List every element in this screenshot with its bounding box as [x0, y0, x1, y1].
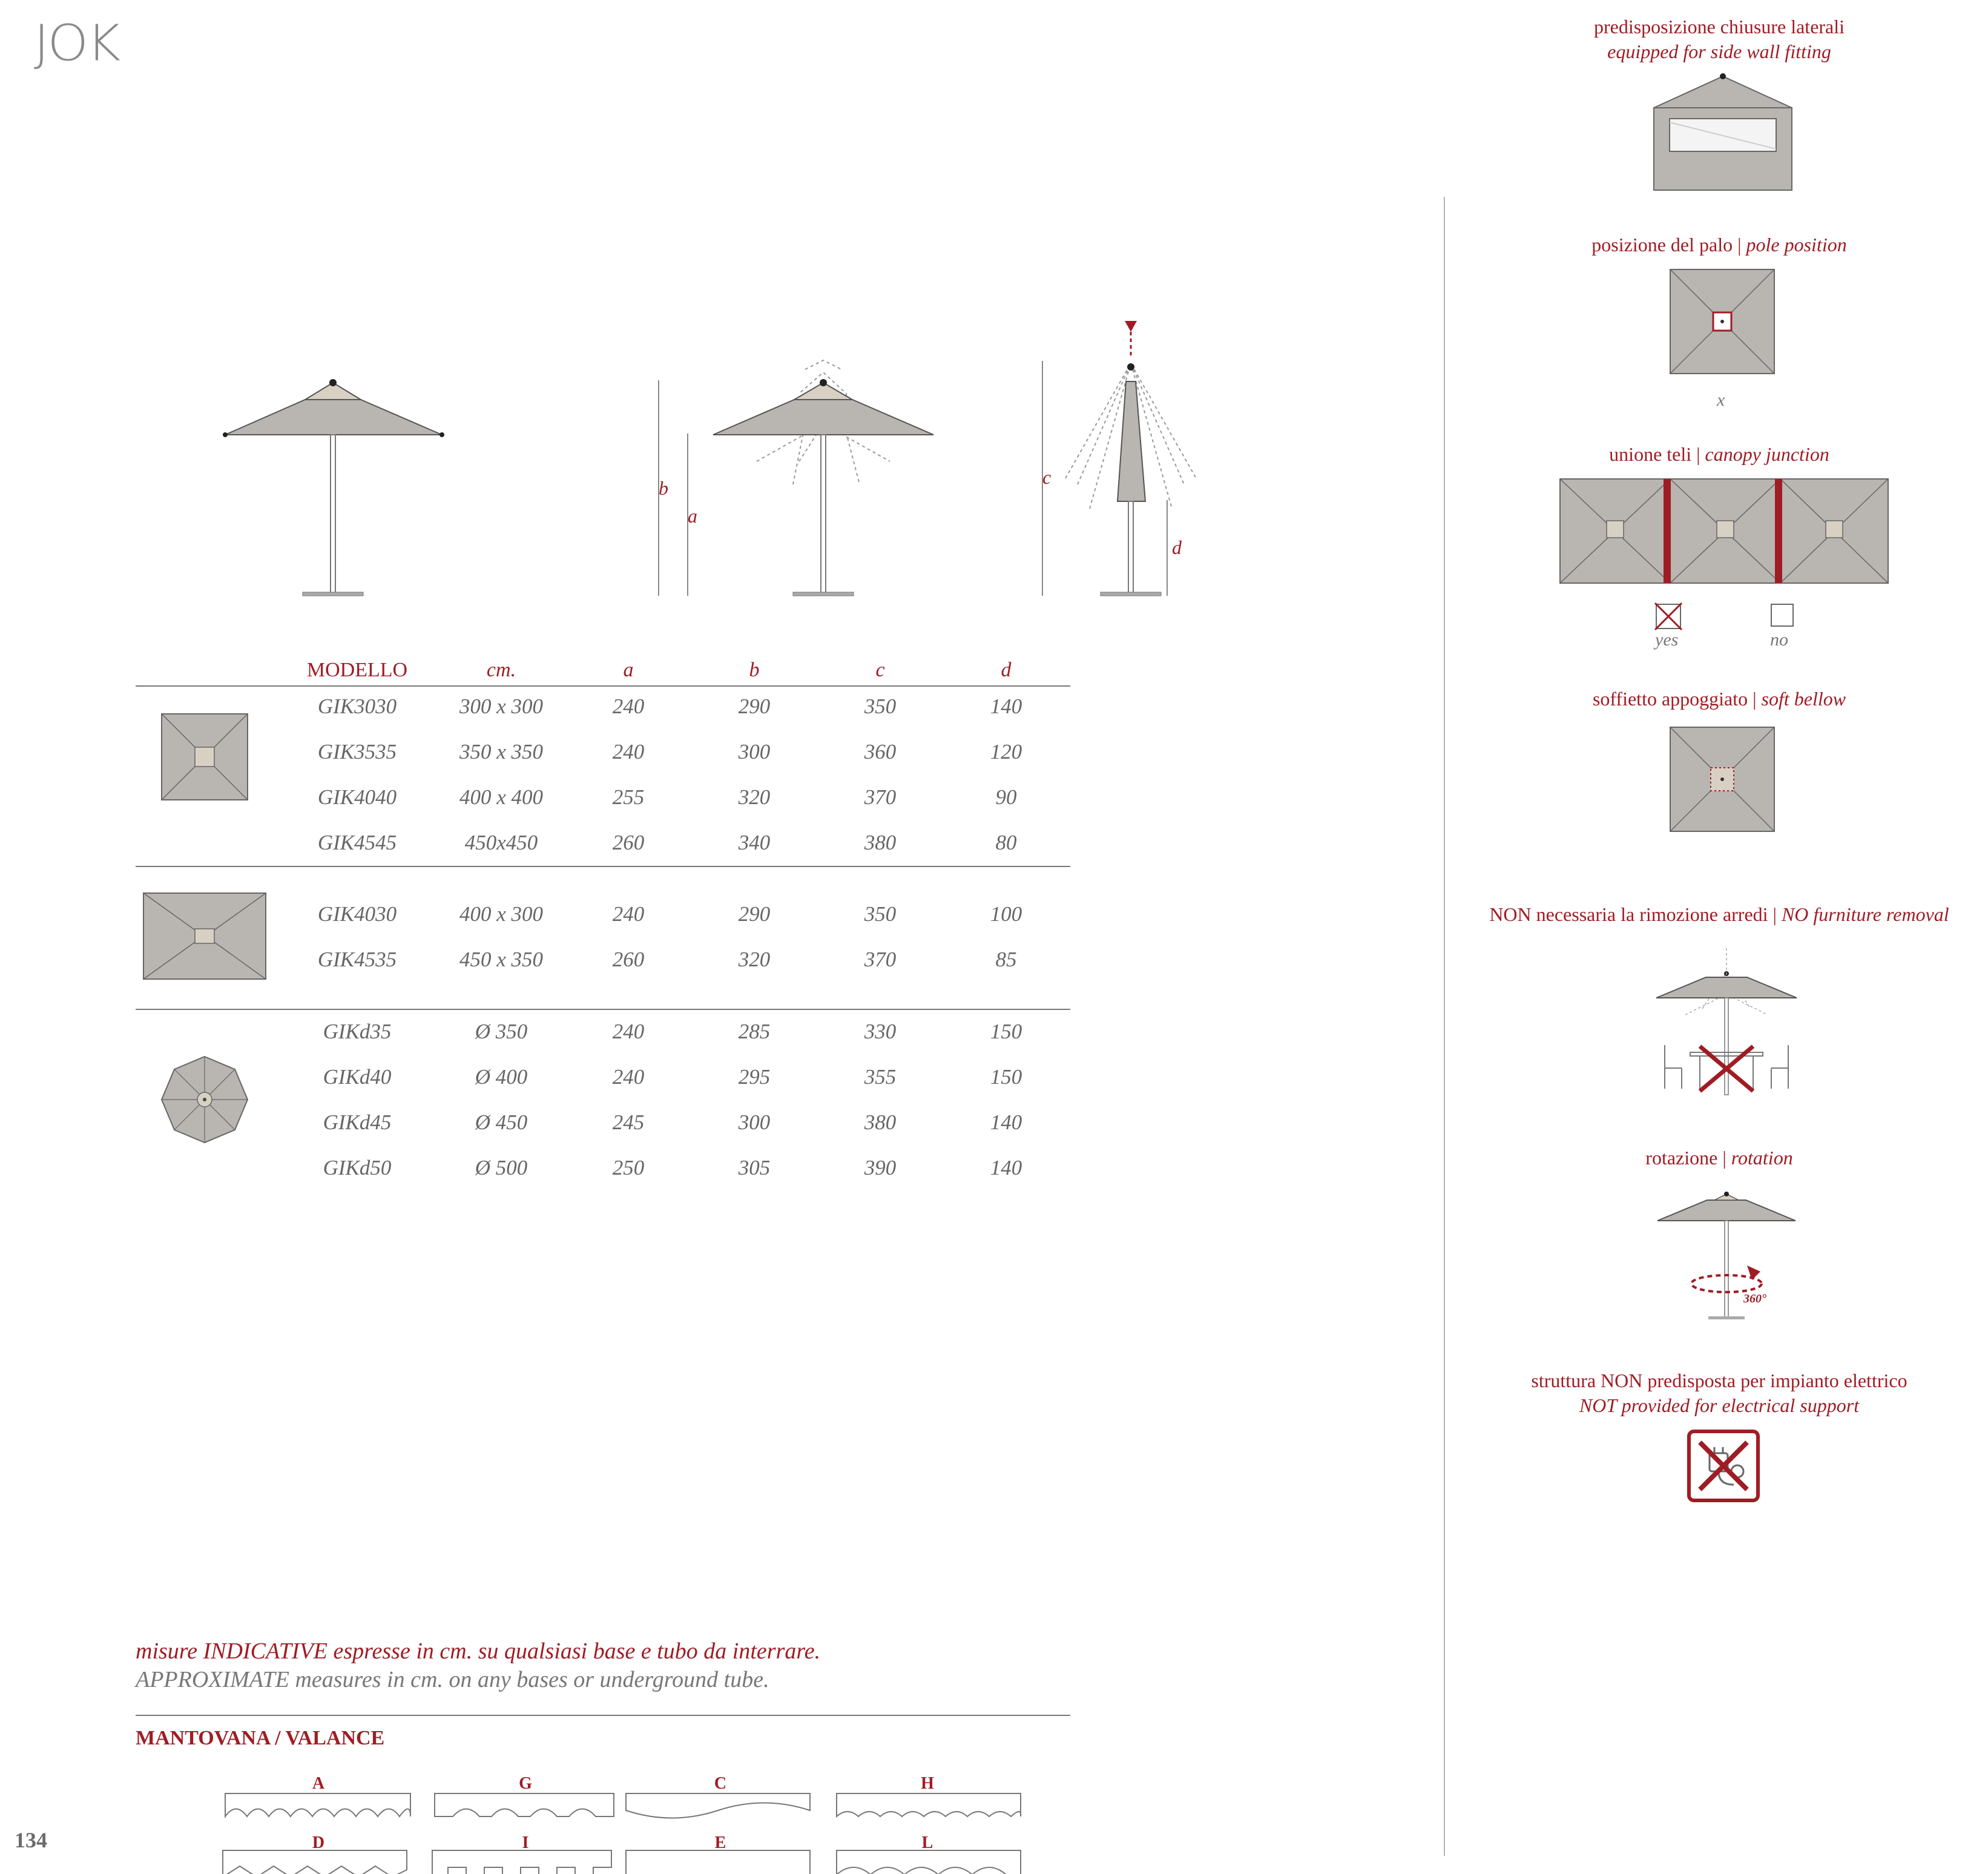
model-cell: GIK4545 [317, 831, 397, 854]
c-cell: 380 [864, 1110, 897, 1134]
size-cell: Ø 400 [475, 1065, 528, 1089]
size-cell: 400 x 300 [459, 902, 544, 926]
valance-shape-h [837, 1793, 1021, 1816]
feature-pole-position [1453, 234, 1986, 256]
feature-soft-bellow-it: soffietto appoggiato [1592, 688, 1748, 710]
valance-shape-i [432, 1850, 611, 1874]
dimension-label-c: c [1042, 466, 1052, 488]
valance-label-g: G [519, 1774, 532, 1793]
feature-side-wall-en: equipped for side wall fitting [1607, 41, 1831, 62]
c-cell: 350 [864, 902, 897, 926]
valance-label-d: D [312, 1833, 325, 1852]
d-cell: 140 [990, 1110, 1022, 1134]
a-cell: 260 [612, 831, 645, 854]
a-cell: 245 [612, 1110, 645, 1134]
header-b: b [749, 659, 760, 681]
valance-title: MANTOVANA / VALANCE [136, 1727, 385, 1749]
yes-label: yes [1655, 630, 1679, 650]
d-cell: 120 [990, 740, 1022, 764]
model-cell: GIKd50 [323, 1156, 392, 1179]
umbrella-tilt-diagram [659, 360, 933, 596]
b-cell: 285 [738, 1020, 771, 1043]
separator: | [1733, 234, 1746, 256]
valance-label-i: I [522, 1833, 529, 1852]
feature-electrical [1453, 1370, 1986, 1417]
a-cell: 240 [612, 1020, 645, 1043]
d-cell: 100 [990, 902, 1022, 926]
valance-shape-c [626, 1793, 810, 1818]
separator: | [1748, 688, 1762, 710]
valance-label-l: L [921, 1833, 933, 1852]
no-electrical-icon [1687, 1429, 1760, 1503]
a-cell: 255 [612, 785, 645, 809]
feature-furniture-en: NO furniture removal [1781, 903, 1949, 925]
table-rule [136, 685, 1070, 687]
d-cell: 85 [995, 948, 1017, 971]
b-cell: 295 [738, 1065, 771, 1089]
valance-label-c: C [714, 1774, 727, 1793]
b-cell: 320 [738, 948, 771, 971]
table-rule [136, 866, 1070, 867]
size-cell: 450x450 [464, 831, 538, 854]
valance-label-h: H [921, 1774, 934, 1793]
pole-position-marker: x [1717, 390, 1725, 410]
d-cell: 90 [995, 785, 1017, 809]
feature-soft-bellow-en: soft bellow [1761, 688, 1846, 710]
a-cell: 240 [612, 695, 645, 718]
furniture-icon [1654, 948, 1799, 1100]
c-cell: 370 [864, 785, 897, 809]
feature-canopy-junction-it: unione teli [1609, 443, 1692, 465]
a-cell: 240 [612, 902, 645, 926]
yes-checkbox-icon [1655, 603, 1682, 630]
feature-electrical-en: NOT provided for electrical support [1579, 1394, 1860, 1416]
rotation-degrees: 360° [1743, 1292, 1766, 1305]
feature-furniture-it: NON necessaria la rimozione arredi [1489, 903, 1768, 925]
b-cell: 305 [738, 1156, 771, 1179]
rotation-icon [1654, 1187, 1799, 1324]
b-cell: 300 [738, 740, 771, 764]
header-a: a [623, 659, 634, 681]
note-english: APPROXIMATE measures in cm. on any bases or underground tube. [136, 1667, 769, 1692]
feature-side-wall [1453, 16, 1986, 63]
valance-shape-a [225, 1793, 410, 1816]
model-cell: GIKd35 [323, 1020, 392, 1043]
feature-canopy-junction-en: canopy junction [1705, 443, 1829, 465]
brand-logo: JOK [34, 15, 119, 73]
no-checkbox-icon [1770, 603, 1794, 627]
d-cell: 150 [990, 1065, 1022, 1089]
a-cell: 260 [612, 948, 645, 971]
model-cell: GIKd40 [323, 1065, 392, 1089]
valance-shape-g [435, 1793, 614, 1816]
size-cell: Ø 350 [475, 1020, 528, 1043]
umbrella-open [223, 379, 444, 596]
feature-pole-position-it: posizione del palo [1591, 234, 1733, 256]
rectangle-canopy-icon [143, 892, 266, 980]
model-cell: GIK4535 [317, 948, 397, 971]
feature-soft-bellow [1453, 688, 1986, 710]
model-cell: GIK4030 [317, 902, 397, 926]
c-cell: 350 [864, 695, 897, 718]
valance-label-e: E [714, 1833, 726, 1852]
c-cell: 360 [864, 740, 897, 764]
table-rule [136, 1009, 1070, 1010]
header-cm: cm. [486, 659, 516, 681]
feature-furniture [1453, 903, 1986, 926]
model-cell: GIK3030 [317, 695, 397, 718]
side-wall-icon [1653, 74, 1793, 191]
header-model: MODELLO [306, 659, 408, 681]
soft-bellow-icon [1670, 727, 1775, 832]
size-cell: Ø 500 [475, 1156, 528, 1179]
separator: | [1691, 443, 1705, 465]
valance-shape-d [223, 1850, 407, 1874]
d-cell: 80 [995, 831, 1017, 854]
pole-position-icon [1670, 269, 1775, 374]
valance-label-a: A [312, 1774, 325, 1793]
separator: | [1768, 903, 1782, 925]
feature-electrical-it: struttura NON predisposta per impianto elettrico [1531, 1370, 1907, 1391]
feature-pole-position-en: pole position [1746, 234, 1847, 256]
feature-rotation [1453, 1147, 1986, 1169]
column-divider [1444, 197, 1445, 1856]
valance-shape-e [626, 1850, 810, 1874]
size-cell: 400 x 400 [459, 785, 544, 809]
feature-canopy-junction [1453, 443, 1986, 466]
b-cell: 290 [738, 695, 771, 718]
note-italian: misure INDICATIVE espresse in cm. su qualsiasi base e tubo da interrare. [136, 1638, 821, 1664]
octagon-canopy-icon [161, 1056, 248, 1143]
c-cell: 370 [864, 948, 897, 971]
c-cell: 390 [864, 1156, 897, 1179]
size-cell: Ø 450 [475, 1110, 528, 1134]
b-cell: 300 [738, 1110, 771, 1134]
size-cell: 350 x 350 [459, 740, 544, 764]
size-cell: 450 x 350 [459, 948, 544, 971]
header-c: c [875, 659, 885, 681]
dimension-label-a: a [688, 505, 697, 527]
c-cell: 355 [864, 1065, 897, 1089]
model-cell: GIK4040 [317, 785, 397, 809]
feature-rotation-it: rotazione [1645, 1147, 1718, 1169]
no-label: no [1770, 630, 1788, 650]
b-cell: 320 [738, 785, 771, 809]
c-cell: 380 [864, 831, 897, 854]
square-canopy-icon [161, 713, 248, 800]
a-cell: 240 [612, 1065, 645, 1089]
valance-shape-l [837, 1850, 1021, 1874]
b-cell: 340 [738, 831, 771, 854]
c-cell: 330 [864, 1020, 897, 1043]
header-d: d [1001, 659, 1012, 681]
a-cell: 240 [612, 740, 645, 764]
page-number: 134 [15, 1828, 47, 1852]
feature-rotation-en: rotation [1731, 1147, 1793, 1169]
separator: | [1717, 1147, 1731, 1169]
canopy-junction-icon [1559, 478, 1889, 585]
note-rule [136, 1715, 1070, 1716]
model-cell: GIK3535 [317, 740, 397, 764]
d-cell: 150 [990, 1020, 1022, 1043]
dimension-label-d: d [1172, 536, 1182, 558]
a-cell: 250 [612, 1156, 645, 1179]
size-cell: 300 x 300 [459, 695, 544, 718]
model-cell: GIKd45 [323, 1110, 392, 1134]
b-cell: 290 [738, 902, 771, 926]
feature-side-wall-it: predisposizione chiusure laterali [1593, 16, 1845, 38]
dimension-label-b: b [659, 477, 668, 499]
d-cell: 140 [990, 1156, 1022, 1179]
d-cell: 140 [990, 695, 1022, 718]
